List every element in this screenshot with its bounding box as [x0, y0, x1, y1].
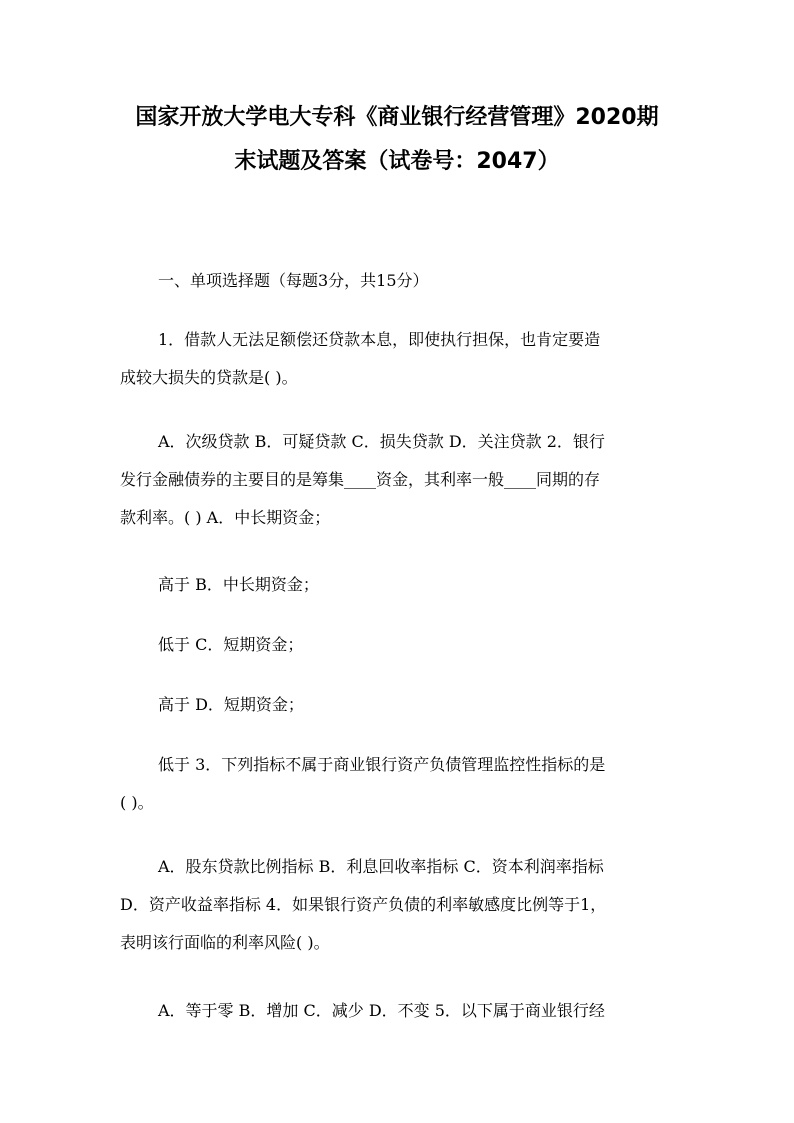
question-1 — [120, 321, 676, 397]
paragraph-line: 表明该行面临的利率风险( )。 — [120, 933, 330, 952]
question-4-block — [120, 848, 676, 962]
paragraph-line: A．次级贷款 B．可疑贷款 C．损失贷款 D．关注贷款 2．银行 — [158, 432, 605, 451]
paragraph-line: 高于 D．短期资金； — [158, 695, 304, 714]
title-line-2: 末试题及答案（试卷号：2047） — [234, 149, 560, 174]
paragraph-line: A．股东贷款比例指标 B．利息回收率指标 C．资本利润率指标 — [158, 857, 604, 876]
question-2-block — [120, 423, 676, 537]
option-line — [120, 566, 676, 604]
section-heading — [120, 262, 676, 300]
paragraph-line: A．等于零 B．增加 C．减少 D．不变 5．以下属于商业银行经 — [158, 1001, 605, 1020]
paragraph-line: 低于 C．短期资金； — [158, 635, 304, 654]
paragraph-line: 成较大损失的贷款是( )。 — [120, 368, 298, 387]
paragraph-line: 高于 B．中长期资金； — [158, 575, 319, 594]
title-line-1: 国家开放大学电大专科《商业银行经营管理》2020期 — [135, 105, 659, 130]
option-line — [120, 686, 676, 724]
option-line — [120, 626, 676, 664]
paragraph-line: 一、单项选择题（每题3分，共15分） — [158, 271, 429, 290]
question-3 — [120, 746, 676, 822]
paragraph-line: D．资产收益率指标 4．如果银行资产负债的利率敏感度比例等于1， — [120, 895, 607, 914]
paragraph-line: 低于 3．下列指标不属于商业银行资产负债管理监控性指标的是 — [158, 755, 606, 774]
paragraph-line: ( )。 — [120, 793, 154, 812]
document-title — [100, 96, 694, 184]
paragraph-line: 1．借款人无法足额偿还贷款本息，即使执行担保，也肯定要造 — [158, 330, 601, 349]
paragraph-line: 发行金融债券的主要目的是筹集____资金，其利率一般____同期的存 — [120, 470, 601, 489]
paragraph-line: 款利率。( ) A．中长期资金； — [120, 508, 331, 527]
question-5-block — [120, 992, 676, 1030]
